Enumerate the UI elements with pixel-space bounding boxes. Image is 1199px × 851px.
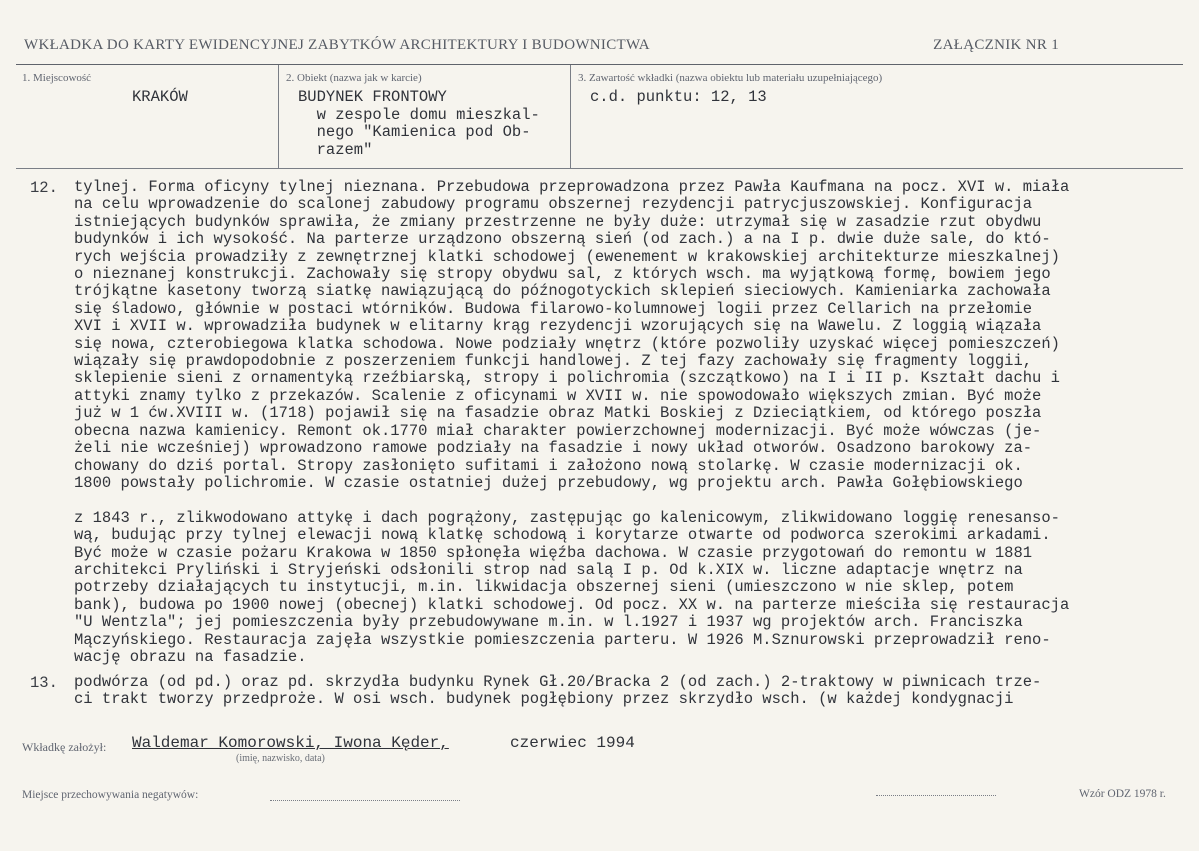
- column-divider-2: [570, 65, 571, 168]
- compiled-by-names: Waldemar Komorowski, Iwona Kęder,: [132, 734, 449, 752]
- annex-number: ZAŁĄCZNIK NR 1: [933, 37, 1059, 53]
- column-divider-1: [278, 65, 279, 168]
- contents-label: 3. Zawartość wkładki (nazwa obiektu lub materiału uzupełniającego): [578, 72, 883, 84]
- section-13-text: podwórza (od pd.) oraz pd. skrzydła budynku Rynek Gł.20/Bracka 2 (od zach.) 2-traktowy w piwnicach trze- ci trakt tworzy przedproże. W osi wsch. budynek pogłębiony przez skrzydło wsch. (w każdej kondygnacji: [74, 673, 1042, 709]
- section-12-text: tylnej. Forma oficyny tylnej nieznana. Przebudowa przeprowadzona przez Pawła Kaufmana na pocz. XVI w. miała na celu wprowadzenie do scalonej zabudowy programu obszernej rezydencji patrycjuszowskiej. Konfiguracja istniejących budynków sprawiła, że zmiany przestrzenne ne były duże: utrzymał się w zasadzie rzut obydwu budynków i ich wysokość. Na parterze urządzono obszerną sień (od zach.) a na I p. dwie duże sale, do któ- rych wejścia prowadziły z zewnętrznej klatki schodowej (ewenement w krakowskiej architekturze mieszkalnej) o nieznanej konstrukcji. Zachowały się stropy obydwu sal, z których wsch. ma wyjątkową formę, bowiem jego trójkątne kasetony tworzą siatkę nawiązującą do późnogotyckich sklepień sieciowych. Kamieniarka zachowała się śladowo, głównie w postaci wtórników. Budowa filarowo-kolumnowej logii przez Cellarich na przełomie XVI i XVII w. wprowadziła budynek w elitarny krąg rezydencji wzorujących się na Wawelu. Z loggią wiązała się nowa, czterobiegowa klatka schodowa. Nowe podziały wnętrz (które pozwoliły uzyskać więcej pomieszczeń) wiązały się prawdopodobnie z poszerzeniem funkcji handlowej. Z tej fazy zachowały się fragmenty loggii, sklepienie sieni z ornamentyką rzeźbiarską, stropy i polichromia (szczątkowo) na I i II p. Kształt dachu i attyki znamy tylko z przekazów. Scalenie z oficynami w XVII w. nie spowodowało większych zmian. Być może już w 1 ćw.XVIII w. (1718) pojawił się na fasadzie obraz Matki Boskiej z Dzieciątkiem, od którego poszła obecna nazwa kamienicy. Remont ok.1770 miał charakter powierzchownej modernizacji. Być może wówczas (je- żeli nie wcześniej) wprowadzono ramowe podziały na fasadzie i nowy układ otworów. Osadzono barokowy za- chowany do dziś portal. Stropy zasłonięto sufitami i założono nową stolarkę. W czasie modernizacji ok. 1800 powstały polichromie. W czasie ostatniej dużej przebudowy, wg projektu arch. Pawła Gołębiowskiego z 1843 r., zlikwodowano attykę i dach pogrążony, zastępując go kalenicowym, zlikwidowano loggię renesanso- wą, budując przy tylnej elewacji nową klatkę schodową i korytarze otwarte od podworca szerokimi arkadami. Być może w czasie pożaru Krakowa w 1850 spłonęła więźba dachowa. W czasie przygotowań do remontu w 1881 architekci Pryliński i Stryjeński odsłonili strop nad salą I p. Od k.XIX w. liczne adaptacje wnętrz na potrzeby działających tu instytucji, m.in. likwidacja obszernej sieni (umieszczono w nie sklep, potem bank), budowa po 1900 nowej (obecnej) klatki schodowej. Od pocz. XX w. na parterze mieściła się restauracja "U Wentzla"; jej pomieszczenia były przebudowywane m.in. w l.1927 i 1937 wg projektów arch. Franciszka Mączyńskiego. Restauracja zajęła wszystkie pomieszczenia parteru. W 1926 M.Sznurowski przeprowadził reno- wację obrazu na fasadzie.: [74, 178, 1070, 666]
- header-bottom-rule: [16, 168, 1183, 169]
- form-identifier: Wzór ODZ 1978 r.: [1079, 788, 1166, 800]
- compiled-hint: (imię, nazwisko, data): [236, 753, 325, 764]
- negatives-location-line: [270, 800, 460, 801]
- section-12-number: 12.: [30, 179, 58, 197]
- contents-value: c.d. punktu: 12, 13: [590, 88, 767, 106]
- dotted-line: [876, 795, 996, 796]
- locality-label: 1. Miejscowość: [22, 72, 92, 84]
- object-value: BUDYNEK FRONTOWY w zespole domu mieszkal- nego "Kamienica pod Ob- razem": [298, 88, 540, 159]
- top-rule: [16, 64, 1183, 65]
- compiled-by-label: Wkładkę założył:: [22, 740, 107, 754]
- section-13-number: 13.: [30, 674, 58, 692]
- negatives-location-label: Miejsce przechowywania negatywów:: [22, 789, 199, 801]
- object-label: 2. Obiekt (nazwa jak w karcie): [286, 72, 422, 84]
- compiled-date: czerwiec 1994: [510, 734, 635, 752]
- form-title: WKŁADKA DO KARTY EWIDENCYJNEJ ZABYTKÓW ARCHITEKTURY I BUDOWNICTWA: [24, 37, 650, 53]
- locality-value: KRAKÓW: [132, 88, 188, 106]
